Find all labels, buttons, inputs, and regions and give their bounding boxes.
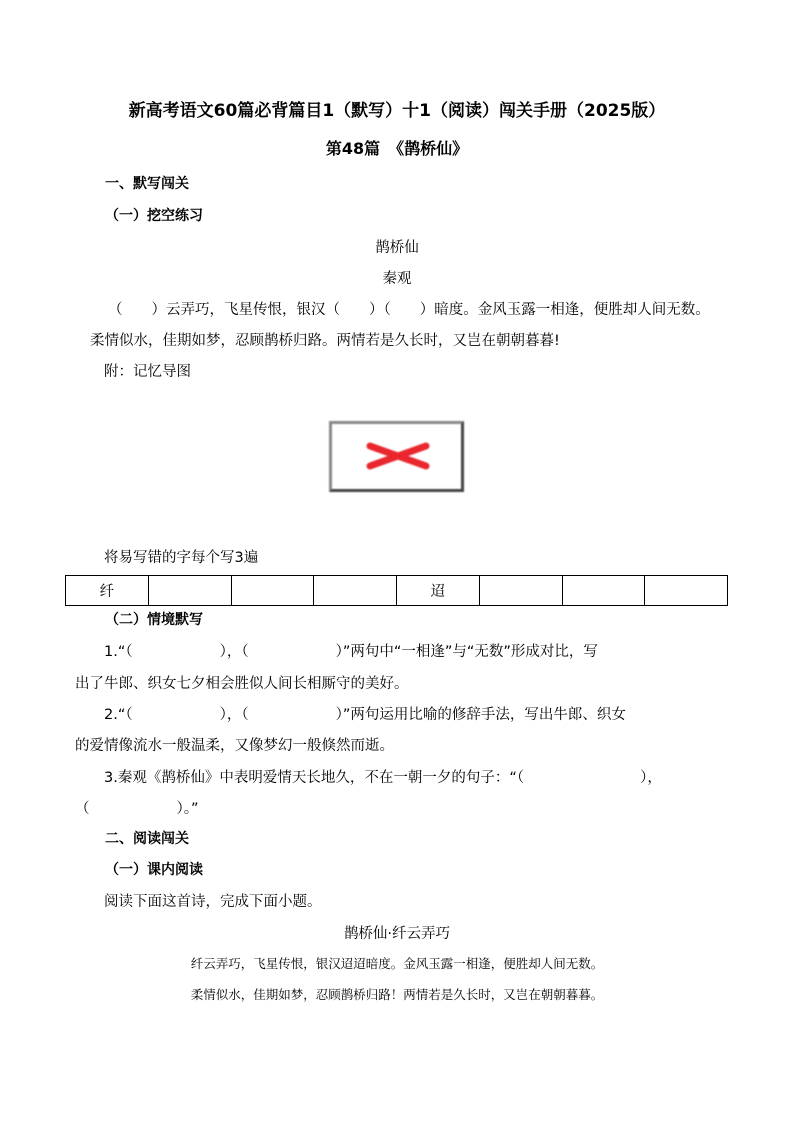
part1-heading: （一）挖空练习 [105, 208, 203, 224]
grid-cell[interactable] [562, 576, 645, 606]
red-x-icon [364, 438, 432, 474]
practice-grid [65, 575, 728, 606]
reading-poem-title: 鹊桥仙·纤云弄巧 [343, 926, 451, 942]
reading-part1-heading: （一）课内阅读 [105, 862, 203, 878]
q3-line-2: （ ）。” [75, 801, 199, 817]
poem-title: 鹊桥仙 [375, 240, 419, 256]
cloze-line-2: 柔情似水，佳期如梦，忍顾鹊桥归路。两情若是久长时，又岂在朝朝暮暮! [90, 333, 560, 349]
cloze-line-1: （ ）云弄巧，飞星传恨，银汉（ ）（ ）暗度。金风玉露一相逢，便胜却人间无数。 [108, 302, 710, 318]
poem-author: 秦观 [382, 271, 412, 287]
q2-line-2: 的爱情像流水一般温柔，又像梦幻一般倏然而逝。 [75, 738, 394, 754]
q3-line-1: 3.秦观《鹊桥仙》中表明爱情天长地久，不在一朝一夕的句子：“（ ）， [104, 770, 662, 786]
appendix-label: 附：记忆导图 [104, 364, 191, 380]
grid-cell[interactable] [645, 576, 728, 606]
grid-cell[interactable] [479, 576, 562, 606]
page-subtitle: 第48篇 《鹊桥仙》 [325, 139, 469, 158]
section2-heading: 二、阅读闯关 [105, 831, 189, 847]
section1-heading: 一、默写闯关 [105, 176, 189, 192]
q1-line-2: 出了牛郎、织女七夕相会胜似人间长相厮守的美好。 [75, 676, 409, 692]
part2-heading: （二）情境默写 [105, 612, 203, 628]
practice-label: 将易写错的字每个写3遍 [104, 550, 259, 566]
grid-cell[interactable]: 纤 [66, 576, 149, 606]
grid-cell[interactable] [148, 576, 231, 606]
grid-cell[interactable] [314, 576, 397, 606]
reading-poem-line-1: 纤云弄巧，飞星传恨，银汉迢迢暗度。金风玉露一相逢，便胜却人间无数。 [190, 956, 604, 971]
q1-line-1: 1.“（ ），（ ）”两句中“一相逢”与“无数”形成对比，写 [104, 644, 598, 660]
grid-cell[interactable]: 迢 [397, 576, 480, 606]
q2-line-1: 2.“（ ），（ ）”两句运用比喻的修辞手法，写出牛郎、织女 [104, 707, 626, 723]
reading-instruction: 阅读下面这首诗，完成下面小题。 [104, 894, 322, 910]
broken-image-icon [329, 421, 464, 492]
page-title: 新高考语文60篇必背篇目1（默写）十1（阅读）闯关手册（2025版） [128, 101, 666, 121]
grid-cell[interactable] [231, 576, 314, 606]
reading-poem-line-2: 柔情似水，佳期如梦，忍顾鹊桥归路！两情若是久长时，又岂在朝朝暮暮。 [190, 987, 604, 1002]
